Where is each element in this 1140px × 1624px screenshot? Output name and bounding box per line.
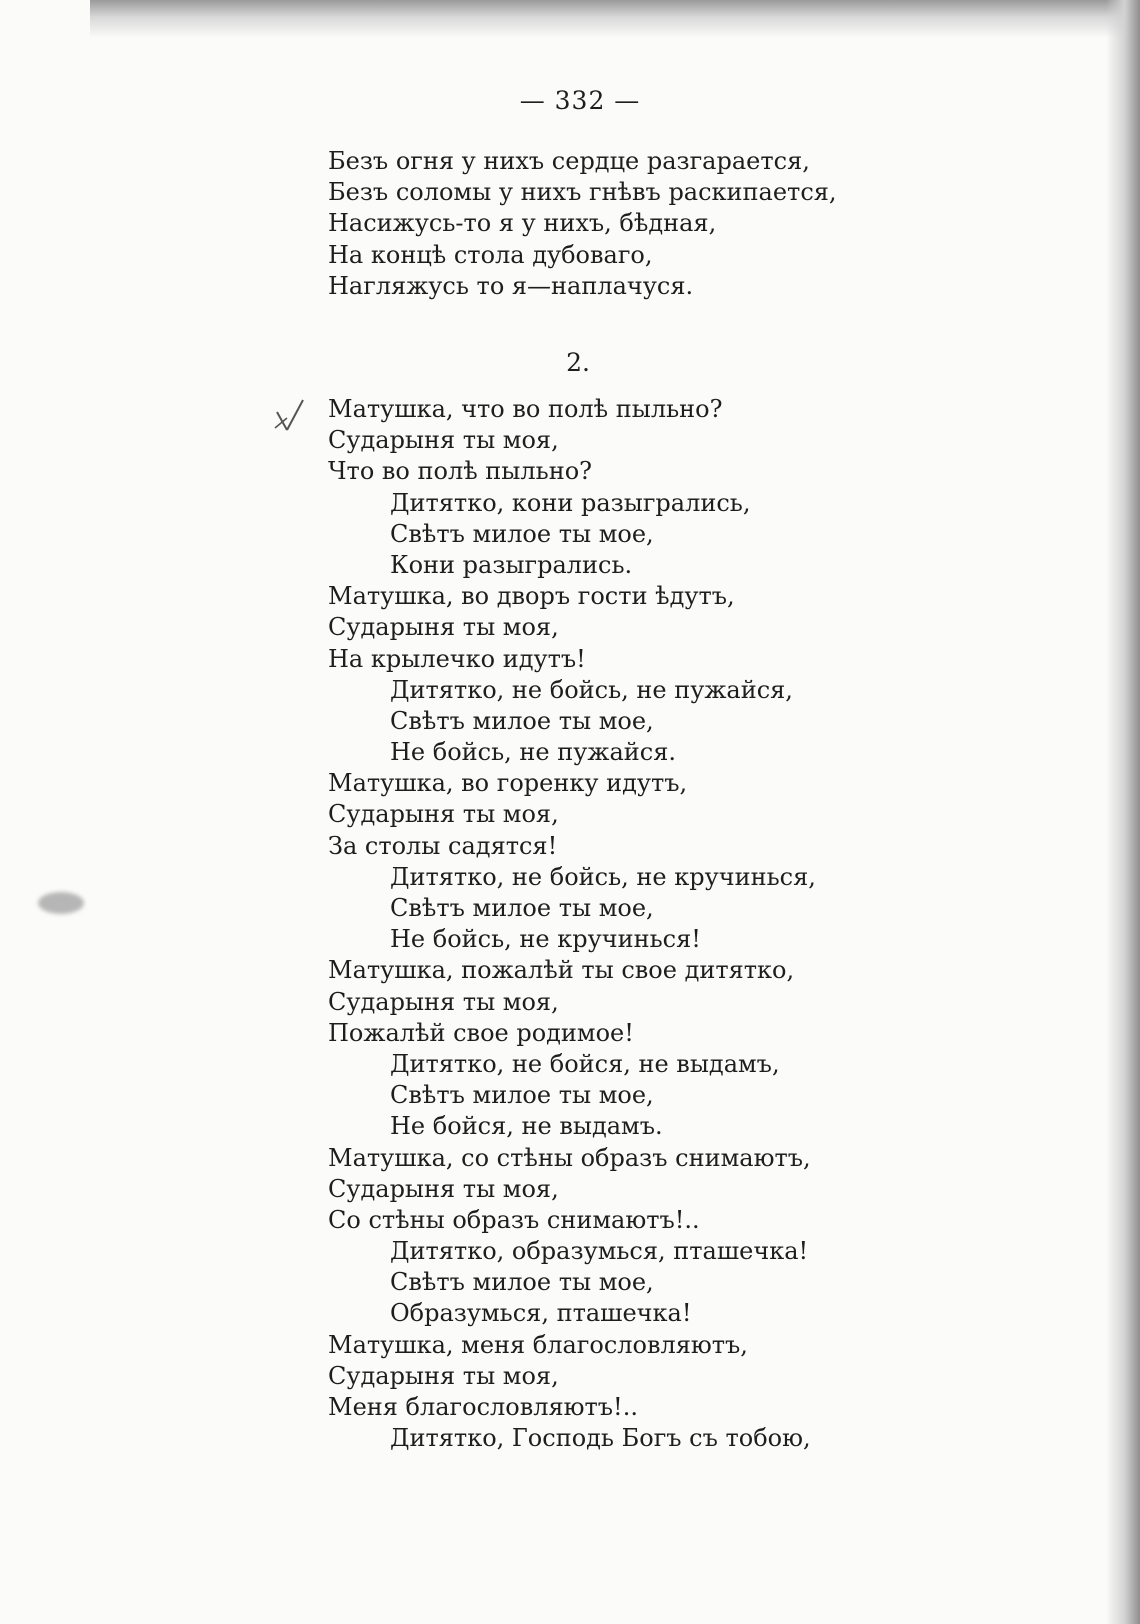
verse-line: Свѣтъ милое ты мое, xyxy=(390,1268,654,1297)
verse-line: Безъ соломы у нихъ гнѣвъ раскипается, xyxy=(328,178,837,207)
stanza-continuation xyxy=(328,146,837,302)
verse-line: Сударыня ты моя, xyxy=(328,1174,559,1203)
ink-smudge xyxy=(38,892,84,914)
verse-line: Дитятко, не бойсь, не кручинься, xyxy=(390,862,816,891)
verse-line: Свѣтъ милое ты мое, xyxy=(390,894,654,922)
verse-line: Дитятко, кони разыгрались, xyxy=(390,488,751,517)
verse-line: Нагляжусь то я—наплачуся. xyxy=(328,271,694,300)
verse-line: Матушка, меня благословляютъ, xyxy=(328,1330,748,1359)
scan-shadow-right xyxy=(1106,0,1140,1624)
verse-line: Дитятко, не бойсь, не пужайся, xyxy=(390,675,793,704)
verse-line: На концѣ стола дубоваго, xyxy=(328,240,653,269)
verse-line: Сударыня ты моя, xyxy=(328,987,559,1016)
verse-line: На крылечко идутъ! xyxy=(328,644,586,673)
verse-line: Матушка, пожалѣй ты свое дитятко, xyxy=(328,956,795,985)
verse-line: Дитятко, Господь Богъ съ тобою, xyxy=(390,1424,811,1453)
verse-line: Дитятко, образумься, пташечка! xyxy=(390,1237,809,1266)
verse-line: За столы садятся! xyxy=(328,831,558,860)
song-2-verses xyxy=(328,394,816,1454)
verse-line: Дитятко, не бойся, не выдамъ, xyxy=(390,1049,780,1078)
verse-line: Свѣтъ милое ты мое, xyxy=(390,519,654,548)
verse-line: Сударыня ты моя, xyxy=(328,613,559,642)
verse-line: Матушка, во дворъ гости ѣдутъ, xyxy=(328,582,735,611)
section-number: 2. xyxy=(566,348,590,377)
page-number: — 332 — xyxy=(519,86,641,115)
verse-line: Пожалѣй свое родимое! xyxy=(328,1018,634,1047)
verse-line: Насижусь-то я у нихъ, бѣдная, xyxy=(328,209,717,238)
verse-line: Сударыня ты моя, xyxy=(328,426,559,455)
verse-line: Не бойся, не выдамъ. xyxy=(390,1112,663,1141)
verse-line: Что во полѣ пыльно? xyxy=(328,457,593,486)
pencil-check-mark-icon xyxy=(273,398,307,438)
verse-line: Не бойсь, не пужайся. xyxy=(390,738,676,767)
verse-line: Сударыня ты моя, xyxy=(328,1361,559,1390)
verse-line: Матушка, во горенку идутъ, xyxy=(328,769,688,798)
verse-line: Безъ огня у нихъ сердце разгарается, xyxy=(328,147,810,175)
verse-line: Образумься, пташечка! xyxy=(390,1299,692,1328)
verse-line: Кони разыгрались. xyxy=(390,550,633,579)
verse-line: Свѣтъ милое ты мое, xyxy=(390,706,654,735)
verse-line: Матушка, со стѣны образъ снимаютъ, xyxy=(328,1143,811,1172)
verse-line: Со стѣны образъ снимаютъ!.. xyxy=(328,1205,700,1234)
verse-line: Не бойсь, не кручинься! xyxy=(390,925,701,954)
verse-line: Свѣтъ милое ты мое, xyxy=(390,1081,654,1110)
verse-line: Сударыня ты моя, xyxy=(328,800,559,829)
verse-line: Матушка, что во полѣ пыльно? xyxy=(328,395,723,423)
scan-shadow-top xyxy=(90,0,1140,38)
verse-line: Меня благословляютъ!.. xyxy=(328,1393,638,1421)
